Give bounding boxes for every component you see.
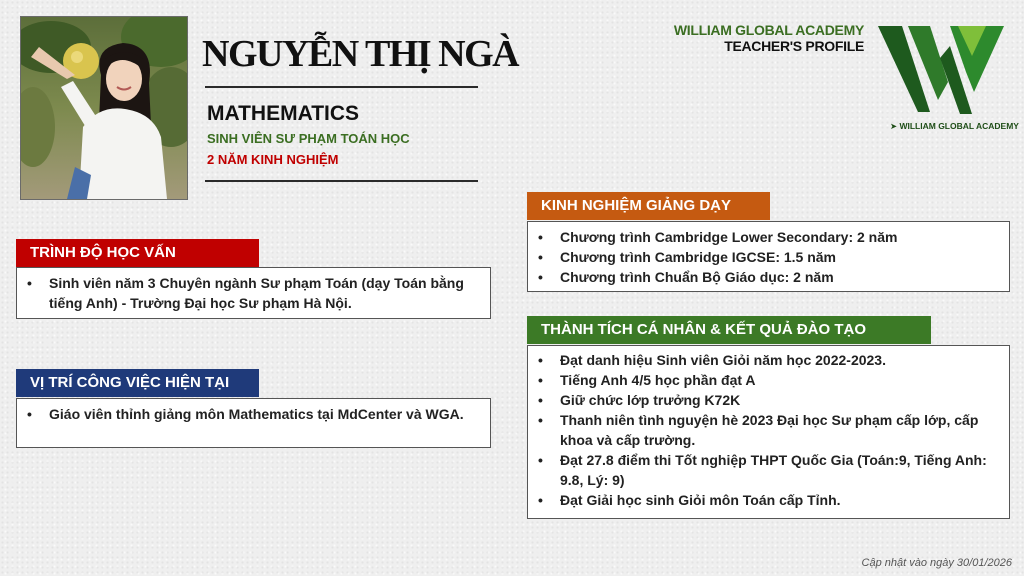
experience-list — [528, 227, 1003, 287]
list-item: • Thanh niên tình nguyện hè 2023 Đại học Sư phạm cấp lớp, cấp khoa và cấp trường. — [528, 410, 1003, 450]
education-header: TRÌNH ĐỘ HỌC VẤN — [16, 239, 259, 267]
position-header: VỊ TRÍ CÔNG VIỆC HIỆN TẠI — [16, 369, 259, 397]
education-list — [17, 273, 484, 313]
profile-label: TEACHER'S PROFILE — [724, 38, 864, 54]
updated-date: Cập nhật vào ngày 30/01/2026 — [861, 557, 1012, 569]
list-item: • Chương trình Cambridge Lower Secondary: 2 năm — [528, 227, 1003, 247]
teacher-photo — [20, 16, 188, 200]
list-item: • Chương trình Cambridge IGCSE: 1.5 năm — [528, 247, 1003, 267]
academy-logo-icon — [878, 22, 1006, 118]
achievements-box — [527, 345, 1010, 519]
name-divider — [205, 86, 478, 88]
teacher-tagline: SINH VIÊN SƯ PHẠM TOÁN HỌC — [207, 131, 410, 146]
teacher-name: NGUYỄN THỊ NGÀ — [202, 33, 519, 75]
info-divider — [205, 180, 478, 182]
experience-years: 2 NĂM KINH NGHIỆM — [207, 152, 339, 167]
logo-caption: ➤ WILLIAM GLOBAL ACADEMY — [890, 121, 1019, 131]
achievements-list — [528, 350, 1003, 510]
achievements-header: THÀNH TÍCH CÁ NHÂN & KẾT QUẢ ĐÀO TẠO — [527, 316, 931, 344]
list-item: • Sinh viên năm 3 Chuyên ngành Sư phạm Toán (dạy Toán bằng tiếng Anh) - Trường Đại học Sư phạm Hà Nội. — [17, 273, 484, 313]
list-item: • Đạt 27.8 điểm thi Tốt nghiệp THPT Quốc Gia (Toán:9, Tiếng Anh: 9.8, Lý: 9) — [528, 450, 1003, 490]
list-item: • Giữ chức lớp trưởng K72K — [528, 390, 1003, 410]
position-box — [16, 398, 491, 448]
teacher-subject: MATHEMATICS — [207, 102, 360, 125]
education-box — [16, 267, 491, 319]
position-list — [17, 404, 484, 424]
experience-header: KINH NGHIỆM GIẢNG DẠY — [527, 192, 770, 220]
list-item: • Chương trình Chuẩn Bộ Giáo dục: 2 năm — [528, 267, 1003, 287]
academy-name: WILLIAM GLOBAL ACADEMY — [673, 22, 864, 38]
list-item: • Đạt danh hiệu Sinh viên Giỏi năm học 2022-2023. — [528, 350, 1003, 370]
list-item: • Giáo viên thỉnh giảng môn Mathematics tại MdCenter và WGA. — [17, 404, 484, 424]
list-item: • Đạt Giải học sinh Giỏi môn Toán cấp Tỉnh. — [528, 490, 1003, 510]
list-item: • Tiếng Anh 4/5 học phần đạt A — [528, 370, 1003, 390]
experience-box — [527, 221, 1010, 292]
